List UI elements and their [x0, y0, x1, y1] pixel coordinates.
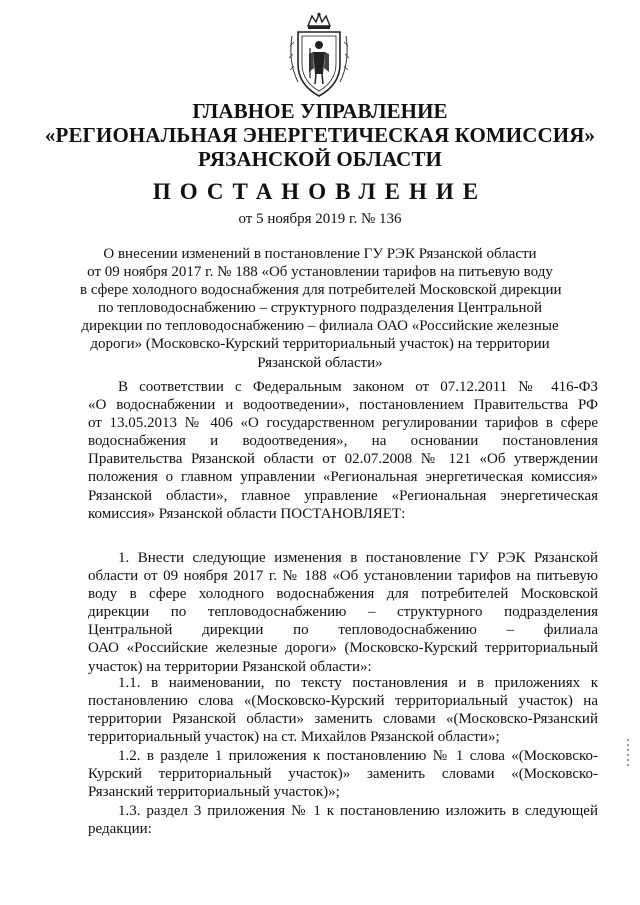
- document-subject: [80, 245, 560, 372]
- item-1-paragraph: [88, 549, 598, 676]
- paragraph-line: ОАО «Российские железные дороги» (Московско-Курский территориальный: [88, 640, 598, 657]
- paragraph-line: воду в сфере холодного водоснабжения для потребителей Московской: [88, 586, 598, 603]
- subject-line: О внесении изменений в постановление ГУ РЭК Рязанской области: [103, 246, 537, 262]
- paragraph-line: В соответствии с Федеральным законом от 07.12.2011 № 416-ФЗ: [118, 379, 598, 395]
- document-date-number: от 5 ноября 2019 г. № 136: [238, 211, 402, 227]
- paragraph-line: от 13.05.2013 № 406 «О государственном регулировании тарифов в сфере: [88, 415, 598, 432]
- paragraph-line: Рязанской области», главное управление «Региональная энергетическая: [88, 487, 598, 504]
- paragraph-line: Рязанский территориальный участок)»;: [88, 784, 340, 801]
- paragraph-line: Правительства Рязанской области от 02.07.2008 № 121 «Об утверждении: [88, 451, 598, 468]
- subject-line: от 09 ноября 2017 г. № 188 «Об установлении тарифов на питьевую воду: [87, 264, 553, 281]
- subject-line: дирекции по тепловодоснабжению – филиала ОАО «Российские железные: [81, 318, 559, 335]
- item-1-1-paragraph: [88, 674, 598, 746]
- paragraph-line: 1. Внести следующие изменения в постановление ГУ РЭК Рязанской: [118, 550, 598, 566]
- subject-line: в сфере холодного водоснабжения для потребителей Московской дирекции: [80, 282, 562, 299]
- document-type-title: ПОСТАНОВЛЕНИЕ: [152, 179, 488, 204]
- subject-line: по тепловодоснабжению – структурного подразделения Центральной: [97, 300, 543, 317]
- paragraph-line: водоснабжения и водоотведения», на основании постановления: [88, 433, 598, 450]
- paragraph-line: территориальный участок) на ст. Михайлов Рязанской области»;: [88, 729, 500, 746]
- item-1-3-paragraph: [88, 802, 598, 838]
- paragraph-line: участок) на территории Рязанской области»:: [88, 658, 372, 675]
- paragraph-line: 1.2. в разделе 1 приложения к постановлению № 1 слова «(Московско-: [118, 748, 598, 764]
- paragraph-line: комиссия» Рязанской области ПОСТАНОВЛЯЕТ:: [88, 505, 406, 522]
- paragraph-line: Центральной дирекции по тепловодоснабжению – филиала: [88, 622, 598, 639]
- organization-line-2: «РЕГИОНАЛЬНАЯ ЭНЕРГЕТИЧЕСКАЯ КОМИССИЯ»: [44, 123, 596, 147]
- paragraph-line: 1.1. в наименовании, по тексту постановления и в приложениях к: [118, 675, 598, 691]
- organization-line-3: РЯЗАНСКОЙ ОБЛАСТИ: [198, 147, 442, 171]
- coat-of-arms-emblem: [286, 12, 352, 100]
- subject-line: Рязанской области»: [257, 354, 383, 371]
- paragraph-line: «О водоснабжении и водоотведении», постановлением Правительства РФ: [88, 397, 598, 414]
- paragraph-line: территории Рязанской области» заменить словами «(Московско-Рязанский: [88, 711, 598, 728]
- paragraph-line: Курский территориальный участок)» заменить словами «(Московско-: [88, 766, 598, 783]
- scan-margin-mark: [626, 736, 631, 776]
- paragraph-line: постановлению слова «(Московско-Курский территориальный участок) на: [88, 693, 598, 710]
- paragraph-line: редакции:: [88, 821, 152, 838]
- paragraph-line: 1.3. раздел 3 приложения № 1 к постановлению изложить в следующей: [118, 803, 598, 819]
- item-1-2-paragraph: [88, 747, 598, 801]
- preamble-paragraph: [88, 378, 598, 523]
- organization-line-1: ГЛАВНОЕ УПРАВЛЕНИЕ: [192, 99, 448, 123]
- paragraph-line: дирекции по тепловодоснабжению – структурного подразделения: [88, 604, 598, 621]
- paragraph-line: положения о главном управлении «Региональная энергетическая комиссия»: [88, 469, 598, 486]
- subject-line: дороги» (Московско-Курский территориальный участок) на территории: [90, 336, 550, 353]
- paragraph-line: области от 09 ноября 2017 г. № 188 «Об установлении тарифов на питьевую: [88, 568, 598, 585]
